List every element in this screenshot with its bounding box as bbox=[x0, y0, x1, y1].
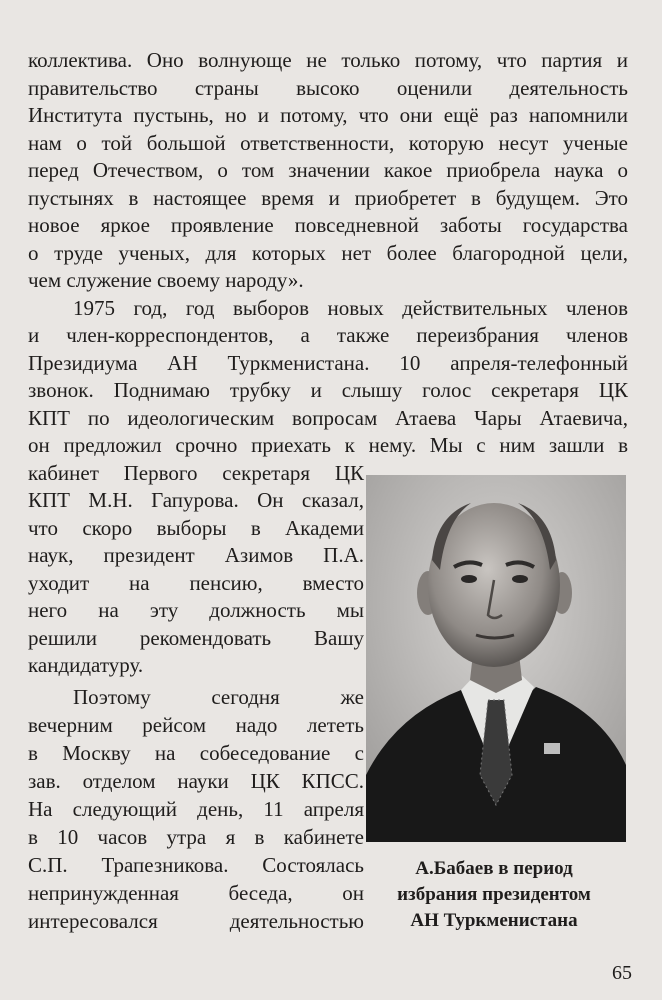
text-line: интересовался деятельностью bbox=[28, 909, 364, 933]
text-line: кабинет Первого секретаря ЦК bbox=[28, 461, 364, 485]
photo-caption-line: АН Туркменистана bbox=[410, 910, 578, 931]
text-line: новое яркое проявление повседневной заботы государства bbox=[28, 213, 628, 237]
text-line: нам о той большой ответственности, которую несут ученые bbox=[28, 131, 628, 155]
text-line: чем служение своему народу». bbox=[28, 268, 304, 292]
text-line: решили рекомендовать Вашу bbox=[28, 626, 364, 650]
text-line: Института пустынь, но и потому, что они ещё раз напомнили bbox=[28, 103, 628, 127]
portrait-illustration bbox=[366, 475, 626, 842]
text-line: На следующий день, 11 апреля bbox=[28, 797, 364, 821]
text-line: непринужденная беседа, он bbox=[28, 881, 364, 905]
text-line: него на эту должность мы bbox=[28, 598, 364, 622]
text-line: перед Отечеством, о том значении какое приобрела наука о bbox=[28, 158, 628, 182]
photo-caption-line: А.Бабаев в период bbox=[415, 858, 573, 879]
text-line: о труде ученых, для которых нет более благородной цели, bbox=[28, 241, 628, 265]
text-line: в Москву на собеседование с bbox=[28, 741, 364, 765]
text-line: пустынях в настоящее время и приобретет в будущем. Это bbox=[28, 186, 628, 210]
text-line: что скоро выборы в Академи bbox=[28, 516, 364, 540]
text-line: зав. отделом науки ЦК КПСС. bbox=[28, 769, 364, 793]
text-line: уходит на пенсию, вместо bbox=[28, 571, 364, 595]
text-line: 1975 год, год выборов новых действительных членов bbox=[73, 296, 628, 320]
photo-caption-line: избрания президентом bbox=[397, 884, 591, 905]
text-line: правительство страны высоко оценили деятельность bbox=[28, 76, 628, 100]
text-line: Президиума АН Туркменистана. 10 апреля-телефонный bbox=[28, 351, 628, 375]
text-line: КПТ М.Н. Гапурова. Он сказал, bbox=[28, 488, 364, 512]
text-line: Поэтому сегодня же bbox=[73, 685, 364, 709]
page-number: 65 bbox=[612, 962, 632, 984]
portrait-photo bbox=[366, 475, 626, 842]
text-line: коллектива. Оно волнующе не только потому, что партия и bbox=[28, 48, 628, 72]
text-line: кандидатуру. bbox=[28, 653, 144, 677]
text-line: наук, президент Азимов П.А. bbox=[28, 543, 364, 567]
text-line: и член-корреспондентов, а также переизбрания членов bbox=[28, 323, 628, 347]
text-line: он предложил срочно приехать к нему. Мы с ним зашли в bbox=[28, 433, 628, 457]
text-line: С.П. Трапезникова. Состоялась bbox=[28, 853, 364, 877]
text-line: КПТ по идеологическим вопросам Атаева Чары Атаевича, bbox=[28, 406, 628, 430]
text-line: вечерним рейсом надо лететь bbox=[28, 713, 364, 737]
text-line: в 10 часов утра я в кабинете bbox=[28, 825, 364, 849]
text-line: звонок. Поднимаю трубку и слышу голос секретаря ЦК bbox=[28, 378, 628, 402]
